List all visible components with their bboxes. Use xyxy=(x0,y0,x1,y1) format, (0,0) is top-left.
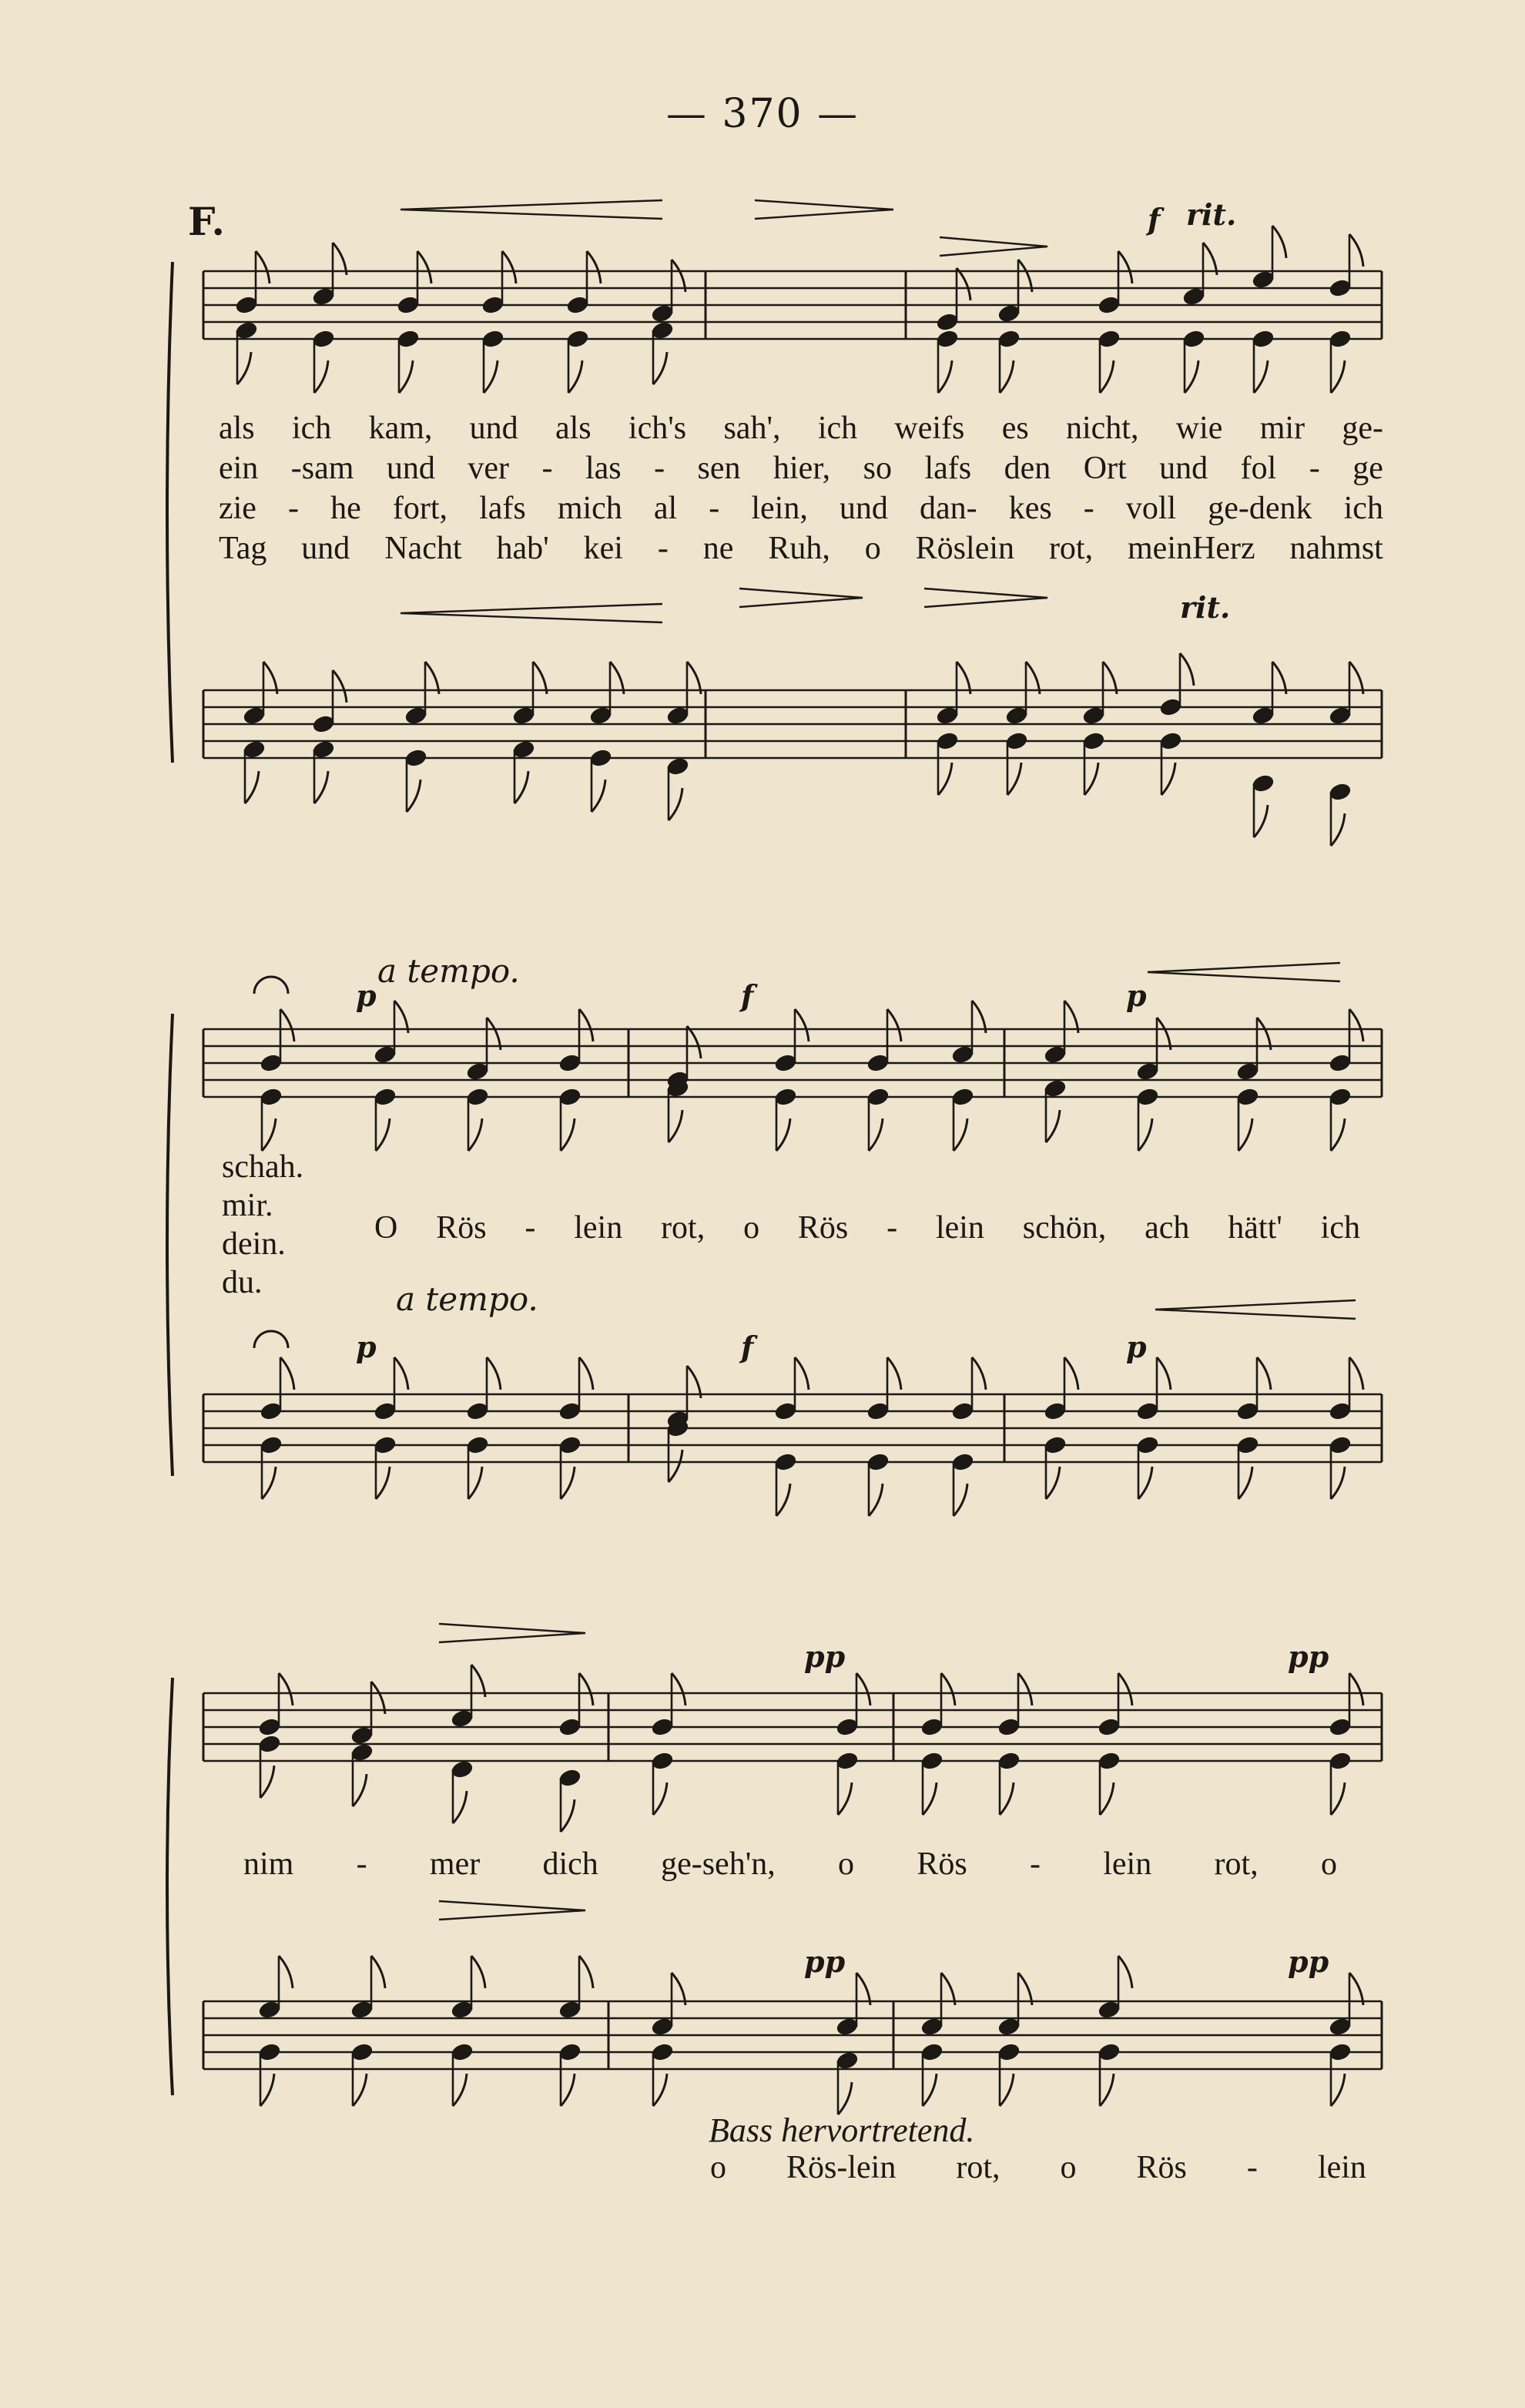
lyric-syllable: kes xyxy=(1008,491,1052,526)
note-flag xyxy=(1161,763,1175,795)
note-flag xyxy=(957,268,970,300)
section-mark: F. xyxy=(188,199,225,244)
lyric-line-4 xyxy=(219,530,1383,567)
note-flag xyxy=(1331,1467,1345,1499)
lyric-syllable: ge xyxy=(1352,451,1383,486)
lyric-syllable: ich xyxy=(817,411,858,446)
system-bracket xyxy=(167,1014,173,1476)
note-flag xyxy=(417,251,431,283)
note-flag xyxy=(869,1484,883,1516)
note-flag xyxy=(687,1366,701,1398)
note-flag xyxy=(1000,1783,1014,1815)
note-flag xyxy=(954,1484,967,1516)
note-flag xyxy=(514,771,528,803)
note-flag xyxy=(502,251,516,283)
system-bracket xyxy=(167,262,173,763)
note-flag xyxy=(941,1673,955,1705)
forte-mark-2: f xyxy=(741,978,754,1013)
note-flag xyxy=(838,1783,852,1815)
note-flag xyxy=(1349,1009,1363,1041)
lyric-syllable: und xyxy=(386,451,435,486)
crescendo-hairpin xyxy=(401,604,662,622)
note-flag xyxy=(376,1118,390,1151)
note-flag xyxy=(1064,1001,1078,1033)
lyric-syllable: schön, xyxy=(1022,1210,1107,1246)
note-flag xyxy=(1254,361,1268,393)
lyric-syllable: hätt' xyxy=(1228,1210,1282,1246)
note-flag xyxy=(371,1682,385,1714)
lyric-line-3 xyxy=(219,490,1383,527)
note-flag xyxy=(887,1009,901,1041)
note-flag xyxy=(587,251,601,283)
lyric-syllable: ver xyxy=(468,451,510,486)
lyric-syllable: meinHerz xyxy=(1128,531,1255,566)
lyric-syllable: Tag xyxy=(219,531,267,566)
note-flag xyxy=(1203,243,1217,275)
lyric-syllable: rot, xyxy=(1214,1846,1259,1882)
note-flag xyxy=(262,1118,276,1151)
note-flag xyxy=(887,1357,901,1390)
lyric-syllable: Rös xyxy=(1136,2150,1187,2185)
pp-mark-3: pp xyxy=(804,1944,846,1979)
note-flag xyxy=(579,1009,593,1041)
lyric-line-refrain xyxy=(374,1209,1360,1246)
note-flag xyxy=(1238,1118,1252,1151)
lyric-syllable: Ort xyxy=(1083,451,1127,486)
note-flag xyxy=(1331,2074,1345,2106)
lyric-syllable: - xyxy=(1246,2150,1258,2185)
note-flag xyxy=(484,361,498,393)
lyric-syllable: - xyxy=(709,491,720,526)
note-flag xyxy=(1272,662,1286,694)
verse-end-1: schah. xyxy=(222,1149,304,1185)
note-flag xyxy=(795,1357,809,1390)
note-flag xyxy=(1018,1973,1032,2005)
verse-end-2: mir. xyxy=(222,1188,273,1223)
piano-mark-4: p xyxy=(1126,1330,1147,1364)
lyric-syllable: o xyxy=(710,2150,726,2185)
note-flag xyxy=(672,1673,685,1705)
lyric-syllable: ne xyxy=(702,531,734,566)
note-flag xyxy=(533,662,547,694)
note-flag xyxy=(1018,260,1032,292)
note-flag xyxy=(1118,1956,1132,1988)
lyric-syllable: al xyxy=(653,491,678,526)
lyric-syllable: ich xyxy=(1320,1210,1360,1246)
verse-endings xyxy=(222,1148,303,1302)
note-flag xyxy=(333,243,347,275)
lyric-syllable: rot, xyxy=(1048,531,1094,566)
note-flag xyxy=(776,1118,790,1151)
lyric-syllable: nahmst xyxy=(1289,531,1383,566)
note-flag xyxy=(592,780,605,812)
pp-mark-4: pp xyxy=(1288,1944,1329,1979)
lyric-syllable: - xyxy=(525,1210,536,1246)
note-flag xyxy=(776,1484,790,1516)
note-flag xyxy=(468,1467,482,1499)
note-flag xyxy=(1118,251,1132,283)
note-flag xyxy=(353,2074,367,2106)
note-flag xyxy=(869,1118,883,1151)
note-flag xyxy=(260,2074,274,2106)
lyric-syllable: ich's xyxy=(628,411,687,446)
lyric-syllable: lein, xyxy=(751,491,808,526)
piano-mark: p xyxy=(356,978,377,1013)
lyric-syllable: Rös xyxy=(797,1210,849,1246)
lyric-syllable: fort, xyxy=(392,491,447,526)
lyric-syllable: den xyxy=(1004,451,1051,486)
note-flag xyxy=(838,2082,852,2115)
note-flag xyxy=(263,662,277,694)
decrescendo-hairpin xyxy=(439,1901,585,1920)
note-flag xyxy=(1138,1118,1152,1151)
a-tempo-mark-lower: a tempo. xyxy=(396,1280,538,1318)
note-flag xyxy=(568,361,582,393)
lyric-syllable: kam, xyxy=(368,411,433,446)
lyric-syllable: ach xyxy=(1145,1210,1190,1246)
lyric-syllable: ich xyxy=(291,411,332,446)
crescendo-hairpin xyxy=(1155,1300,1356,1319)
lyric-syllable: Röslein xyxy=(915,531,1015,566)
lyric-syllable: fol xyxy=(1240,451,1277,486)
note-flag xyxy=(333,670,347,703)
lyric-syllable: und xyxy=(301,531,350,566)
lyric-syllable: o xyxy=(1060,2150,1077,2185)
note-flag xyxy=(376,1467,390,1499)
note-flag xyxy=(399,361,413,393)
decrescendo-hairpin xyxy=(940,237,1047,256)
note-flag xyxy=(856,1973,870,2005)
lyric-syllable: rot, xyxy=(956,2150,1000,2185)
note-flag xyxy=(672,260,685,292)
lyric-syllable: ge-seh'n, xyxy=(661,1846,776,1882)
lyric-syllable: und xyxy=(839,491,888,526)
lyric-syllable: lein xyxy=(1317,2150,1366,2185)
note-flag xyxy=(1100,361,1114,393)
lyric-syllable: - xyxy=(288,491,300,526)
lyric-syllable: - xyxy=(654,451,665,486)
lyric-line-final xyxy=(243,1846,1337,1883)
page-number: — 370 — xyxy=(665,91,860,137)
note-flag xyxy=(353,1774,367,1806)
note-flag xyxy=(256,251,270,283)
note-flag xyxy=(1349,1973,1363,2005)
note-flag xyxy=(1331,1118,1345,1151)
note-flag xyxy=(687,662,701,694)
note-flag xyxy=(314,771,328,803)
lyric-syllable: so xyxy=(863,451,892,486)
note-flag xyxy=(468,1118,482,1151)
lyric-syllable: voll xyxy=(1125,491,1177,526)
lyric-syllable: mer xyxy=(429,1846,481,1882)
lyric-syllable: es xyxy=(1001,411,1029,446)
lyric-syllable: O xyxy=(374,1210,398,1246)
note-flag xyxy=(1000,361,1014,393)
lyric-syllable: - xyxy=(541,451,553,486)
lyric-syllable: rot, xyxy=(661,1210,706,1246)
rit-mark-upper: rit. xyxy=(1186,197,1237,232)
note-flag xyxy=(279,1673,293,1705)
note-flag xyxy=(1064,1357,1078,1390)
note-flag xyxy=(795,1009,809,1041)
lyric-syllable: o xyxy=(1320,1846,1337,1882)
fermata xyxy=(254,977,288,994)
note-flag xyxy=(471,1665,485,1697)
note-flag xyxy=(407,780,421,812)
lyric-syllable: hier, xyxy=(773,451,831,486)
lyric-line-bass xyxy=(710,2149,1366,2186)
note-flag xyxy=(1046,1467,1060,1499)
note-flag xyxy=(371,1956,385,1988)
decrescendo-hairpin xyxy=(439,1624,585,1642)
piano-mark-2: p xyxy=(1126,978,1147,1013)
note-flag xyxy=(938,763,952,795)
forte-mark-3: f xyxy=(741,1330,754,1364)
note-flag xyxy=(653,2074,667,2106)
note-flag xyxy=(487,1357,501,1390)
lyric-syllable: o xyxy=(743,1210,760,1246)
decrescendo-hairpin xyxy=(739,589,863,607)
lyric-syllable: - xyxy=(1083,491,1094,526)
forte-mark: f xyxy=(1148,202,1161,236)
lyric-syllable: als xyxy=(219,411,255,446)
lyric-syllable: ge- xyxy=(1342,411,1383,446)
pp-mark-2: pp xyxy=(1288,1639,1329,1674)
verse-end-4: du. xyxy=(222,1265,263,1300)
note-flag xyxy=(1026,662,1040,694)
note-flag xyxy=(394,1357,408,1390)
note-flag xyxy=(653,352,667,384)
note-flag xyxy=(1185,361,1198,393)
lyric-syllable: las xyxy=(585,451,622,486)
lyric-syllable: sen xyxy=(697,451,741,486)
lyric-syllable: sah', xyxy=(723,411,781,446)
note-flag xyxy=(1084,763,1098,795)
note-flag xyxy=(1349,234,1363,267)
note-flag xyxy=(669,788,682,820)
crescendo-hairpin xyxy=(401,200,662,219)
note-flag xyxy=(1349,662,1363,694)
note-flag xyxy=(1257,1018,1271,1050)
decrescendo-hairpin xyxy=(924,589,1047,607)
lyric-syllable: wie xyxy=(1175,411,1223,446)
note-flag xyxy=(938,361,952,393)
note-flag xyxy=(1157,1357,1171,1390)
note-flag xyxy=(957,662,970,694)
note-flag xyxy=(1257,1357,1271,1390)
lyric-syllable: weifs xyxy=(894,411,965,446)
note-flag xyxy=(453,1791,467,1823)
lyric-syllable: nicht, xyxy=(1066,411,1139,446)
lyric-syllable: Nacht xyxy=(384,531,462,566)
note-flag xyxy=(280,1009,294,1041)
note-flag xyxy=(1103,662,1117,694)
lyric-syllable: und xyxy=(469,411,518,446)
note-flag xyxy=(1331,1783,1345,1815)
pp-mark-1: pp xyxy=(804,1639,846,1674)
note-flag xyxy=(561,1467,575,1499)
note-flag xyxy=(1180,653,1194,686)
note-flag xyxy=(1046,1110,1060,1142)
lyric-syllable: und xyxy=(1159,451,1208,486)
note-flag xyxy=(1349,1357,1363,1390)
note-flag xyxy=(923,2074,937,2106)
lyric-syllable: Rös-lein xyxy=(786,2150,897,2185)
lyric-syllable: lein xyxy=(1103,1846,1152,1882)
lyric-syllable: kei xyxy=(583,531,623,566)
lyric-syllable: mich xyxy=(557,491,622,526)
lyric-syllable: dich xyxy=(542,1846,598,1882)
note-flag xyxy=(487,1018,501,1050)
lyric-syllable: - xyxy=(356,1846,367,1882)
lyric-syllable: Rös xyxy=(917,1846,967,1882)
system-bracket xyxy=(167,1678,173,2095)
lyric-syllable: - xyxy=(1309,451,1320,486)
note-flag xyxy=(972,1001,986,1033)
bass-direction: Bass hervortretend. xyxy=(709,2111,975,2149)
note-flag xyxy=(1138,1467,1152,1499)
note-flag xyxy=(954,1118,967,1151)
note-flag xyxy=(669,1110,682,1142)
lyric-syllable: - xyxy=(1029,1846,1041,1882)
lyric-syllable: he xyxy=(330,491,361,526)
lyric-syllable: - xyxy=(887,1210,898,1246)
lyric-syllable: lafs xyxy=(479,491,526,526)
note-flag xyxy=(1254,805,1268,837)
note-flag xyxy=(280,1357,294,1390)
a-tempo-mark-upper: a tempo. xyxy=(377,952,520,990)
note-flag xyxy=(1331,361,1345,393)
lyric-syllable: o xyxy=(838,1846,855,1882)
note-flag xyxy=(579,1956,593,1988)
lyric-syllable: lein xyxy=(935,1210,984,1246)
note-flag xyxy=(669,1450,682,1482)
note-flag xyxy=(1007,763,1021,795)
note-flag xyxy=(237,352,251,384)
note-flag xyxy=(471,1956,485,1988)
lyric-syllable: -sam xyxy=(290,451,354,486)
note-flag xyxy=(672,1973,685,2005)
lyric-syllable: ich xyxy=(1343,491,1383,526)
note-flag xyxy=(687,1026,701,1058)
note-flag xyxy=(1331,813,1345,846)
lyric-syllable: Ruh, xyxy=(768,531,830,566)
lyric-syllable: hab' xyxy=(496,531,549,566)
note-flag xyxy=(245,771,259,803)
note-flag xyxy=(1000,2074,1014,2106)
lyric-syllable: dan- xyxy=(919,491,977,526)
note-flag xyxy=(453,2074,467,2106)
note-flag xyxy=(1349,1673,1363,1705)
note-flag xyxy=(425,662,439,694)
note-flag xyxy=(1100,2074,1114,2106)
lyric-line-1 xyxy=(219,410,1383,447)
lyric-line-2 xyxy=(219,450,1383,487)
note-flag xyxy=(262,1467,276,1499)
lyric-syllable: nim xyxy=(243,1846,294,1882)
note-flag xyxy=(279,1956,293,1988)
note-flag xyxy=(941,1973,955,2005)
note-flag xyxy=(1100,1783,1114,1815)
note-flag xyxy=(1118,1673,1132,1705)
note-flag xyxy=(314,361,328,393)
note-flag xyxy=(561,1799,575,1832)
lyric-syllable: als xyxy=(555,411,592,446)
lyric-syllable: Rös xyxy=(436,1210,487,1246)
verse-end-3: dein. xyxy=(222,1226,286,1262)
lyric-syllable: zie xyxy=(219,491,256,526)
piano-mark-3: p xyxy=(356,1330,377,1364)
note-flag xyxy=(923,1783,937,1815)
note-flag xyxy=(610,662,624,694)
note-flag xyxy=(579,1357,593,1390)
rit-mark-lower: rit. xyxy=(1180,590,1231,625)
crescendo-hairpin xyxy=(1148,963,1340,981)
lyric-syllable: ein xyxy=(219,451,259,486)
note-flag xyxy=(972,1357,986,1390)
note-flag xyxy=(394,1001,408,1033)
note-flag xyxy=(579,1673,593,1705)
note-flag xyxy=(653,1783,667,1815)
note-flag xyxy=(1272,226,1286,258)
note-flag xyxy=(561,1118,575,1151)
lyric-syllable: - xyxy=(657,531,669,566)
note-flag xyxy=(260,1766,274,1798)
lyric-syllable: o xyxy=(864,531,881,566)
lyric-syllable: lein xyxy=(574,1210,623,1246)
lyric-syllable: mir xyxy=(1259,411,1305,446)
note-flag xyxy=(1238,1467,1252,1499)
lyric-syllable: ge-denk xyxy=(1208,491,1312,526)
decrescendo-hairpin xyxy=(755,200,893,219)
note-flag xyxy=(856,1673,870,1705)
note-flag xyxy=(561,2074,575,2106)
note-flag xyxy=(1157,1018,1171,1050)
fermata xyxy=(254,1331,288,1348)
lyric-syllable: lafs xyxy=(924,451,972,486)
note-flag xyxy=(1018,1673,1032,1705)
